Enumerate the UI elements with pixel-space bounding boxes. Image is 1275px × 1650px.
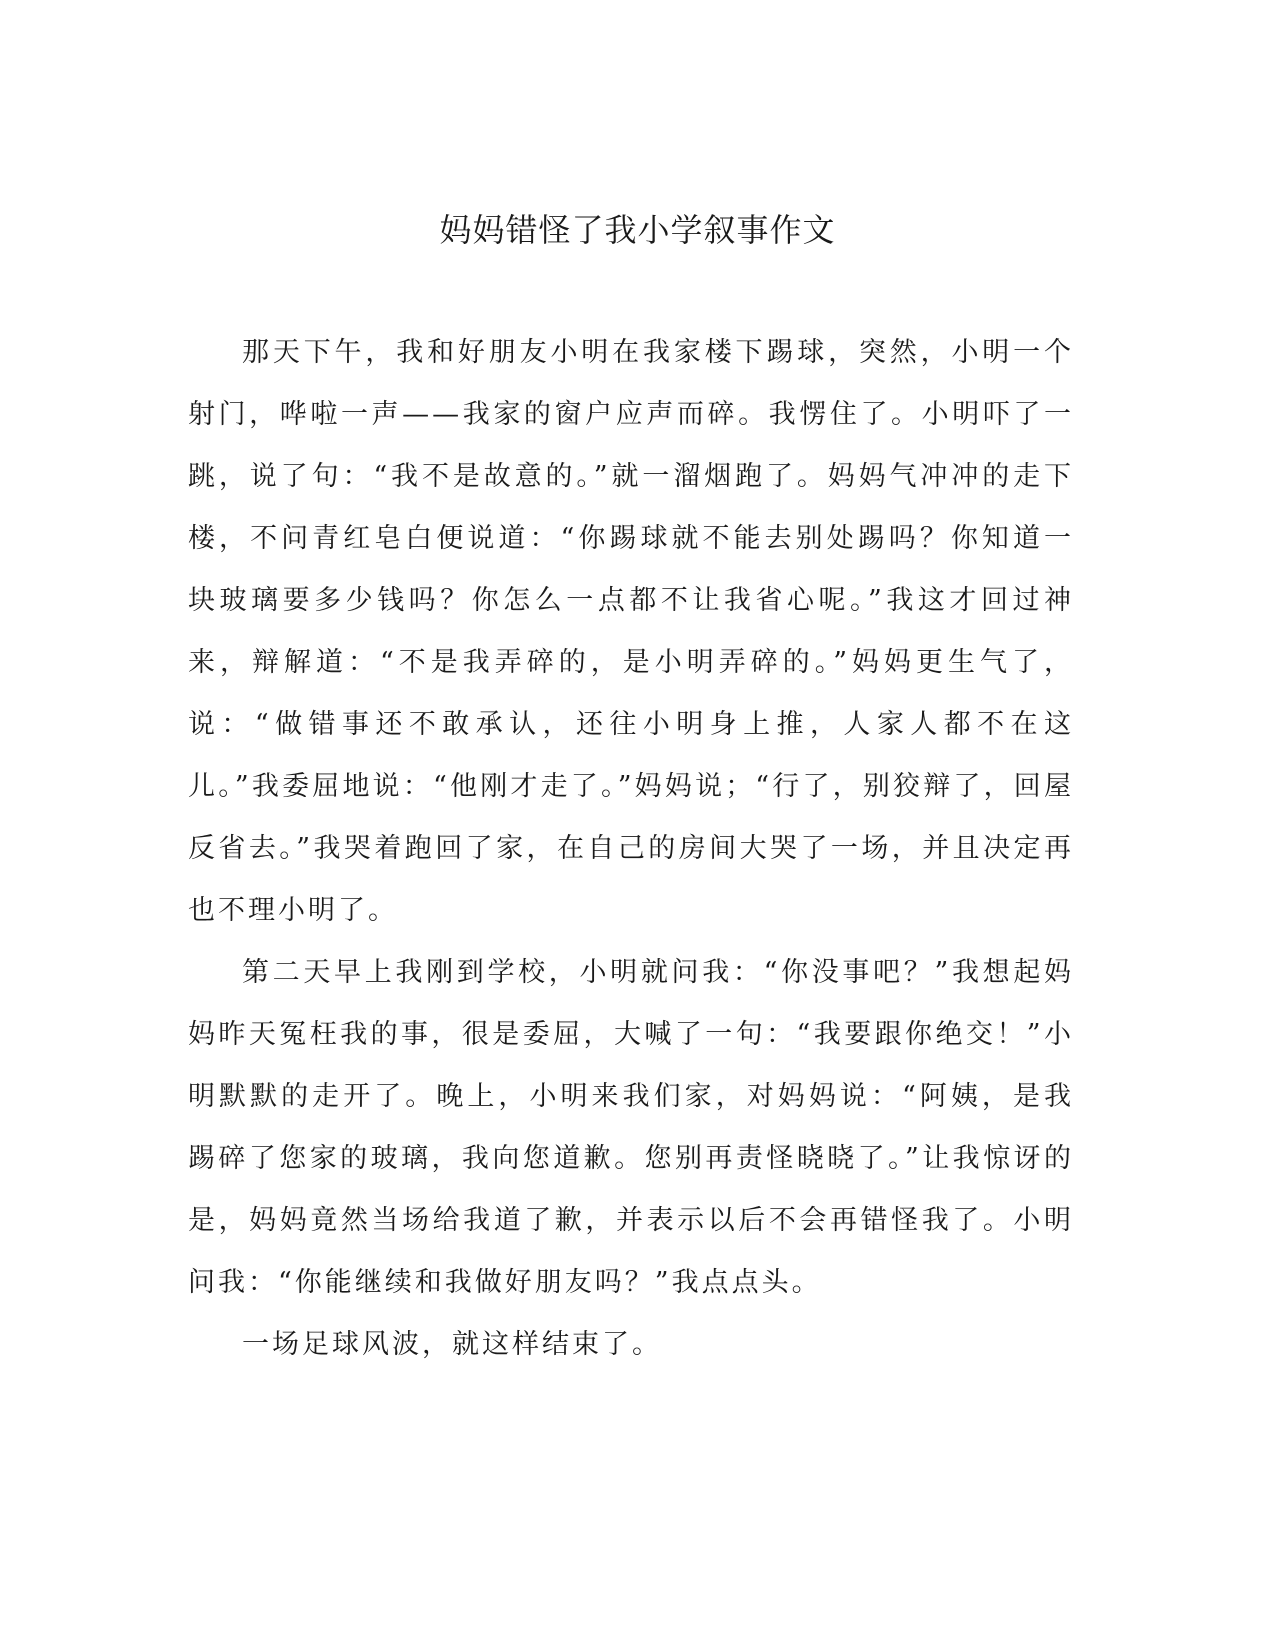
paragraph-2: 第二天早上我刚到学校，小明就问我：“你没事吧？”我想起妈妈昨天冤枉我的事，很是委屈，大喊了一句：“我要跟你绝交！”小明默默的走开了。晚上，小明来我们家，对妈妈说：“阿姨，是我踢碎了您家的玻璃，我向您道歉。您别再责怪晓晓了。”让我惊讶的是，妈妈竟然当场给我道了歉，并表示以后不会再错怪我了。小明问我：“你能继续和我做好朋友吗？”我点点头。 [188, 957, 1074, 1298]
document-title: 妈妈错怪了我小学叙事作文 [439, 211, 836, 249]
paragraph-1: 那天下午，我和好朋友小明在我家楼下踢球，突然，小明一个射门，哗啦一声——我家的窗户应声而碎。我愣住了。小明吓了一跳，说了句：“我不是故意的。”就一溜烟跑了。妈妈气冲冲的走下楼，不问青红皂白便说道：“你踢球就不能去别处踢吗？你知道一块玻璃要多少钱吗？你怎么一点都不让我省心呢。”我这才回过神来，辩解道：“不是我弄碎的，是小明弄碎的。”妈妈更生气了，说：“做错事还不敢承认，还往小明身上推，人家人都不在这儿。”我委屈地说：“他刚才走了。”妈妈说；“行了，别狡辩了，回屋反省去。”我哭着跑回了家，在自己的房间大哭了一场，并且决定再也不理小明了。 [188, 337, 1074, 926]
paragraph-3: 一场足球风波，就这样结束了。 [242, 1329, 662, 1360]
document-body [188, 322, 1074, 1376]
